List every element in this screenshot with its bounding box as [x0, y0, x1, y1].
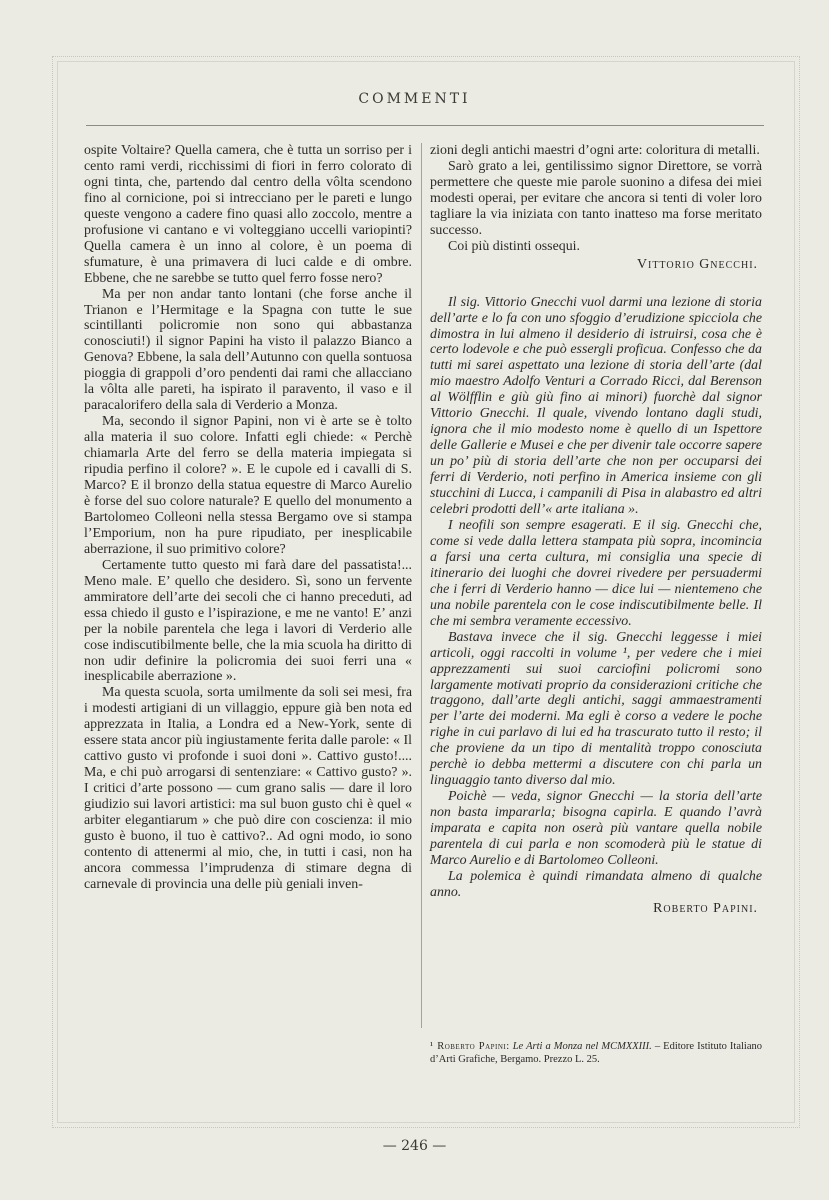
signature-gnecchi: Vittorio Gnecchi. [636, 256, 758, 272]
paragraph: zioni degli antichi maestri d’ogni arte: coloritura di metalli. [430, 143, 760, 158]
header-rule [86, 125, 764, 126]
paragraph: Certamente tutto questo mi farà dare del passatista!... Meno male. E’ quello che desidero. Sì, sono un fervente ammiratore dell’arte dei secoli che ci hanno preceduti, ad essa chiedo il gusto e l’ispirazione, e me ne vanto! E’ anzi per la nobile parentela che lega i lavori di Verderio alle cose indiscutibilmente belle, che la mia scuola ha diritto di non udir definire la policromia dei suoi ferri una « inesplicabile aberrazione ». [84, 557, 412, 685]
reply-paragraph: Poichè — veda, signor Gnecchi — la storia dell’arte non basta impararla; bisogna capirla. E quando l’avrà imparata e capita non oserà più vantare quella nobile parentela di cui parla e non scomoderà più le statue di Marco Aurelio e di Bartolomeo Colleoni. [430, 789, 762, 868]
left-column [84, 143, 412, 893]
footnote-title: Le Arti a Monza nel MCMXXIII. [512, 1041, 652, 1052]
editor-reply [430, 295, 762, 917]
paragraph: Ma, secondo il signor Papini, non vi è arte se è tolto alla materia il suo colore. Infatti egli chiede: « Perchè chiamarla Arte del ferro se della materia impiegata si ripudia perfino il colore? ». E le cupole ed i cavalli di S. Marco? E il bronzo della statua equestre di Marco Aurelio è forse del suo colore naturale? E quello del monumento a Bartolomeo Colleoni nella stessa Bergamo ove si stampa l’Emporium, non ha pure ripudiato, per inesplicabile aberrazione, il suo primitivo colore? [84, 414, 412, 557]
reply-paragraph: I neofili son sempre esagerati. E il sig. Gnecchi che, come si vede dalla lettera stampata più sopra, incomincia a farsi una certa cultura, mi consiglia una specie di itinerario dei luoghi che dovrei rivedere per persuadermi che i ferri di Verderio hanno — dice lui — nientemeno che una nobile parentela con le cose indiscutibilmente belle. Il che mi sembra veramente eccessivo. [430, 517, 762, 629]
paragraph: Sarò grato a lei, gentilissimo signor Direttore, se vorrà permettere che queste mie parole suonino a difesa dei miei modesti operai, per evitare che ancora si tenti di voler loro tagliare la via iniziata con tanto inatteso ma forse meritato successo. [430, 158, 762, 238]
footnote-author: ¹ Roberto Papini: [430, 1041, 510, 1052]
paragraph: Coi più distinti ossequi. [448, 238, 580, 254]
paragraph: ospite Voltaire? Quella camera, che è tutta un sorriso per i cento rami verdi, ricchissimi di fiori in ferro colorato di ogni tinta, che, partendo dal centro della vôlta scendono fino al cornicione, poi si intrecciano per le pareti e lungo queste vengono a cadere fino quasi allo zoccolo, mentre a profusione vi cantano e vi volteggiano uccelli variopinti? Quella camera è un inno al colore, è un poema di sfumature, è una primavera di luci calde e di ombre. Ebbene, che ne sarebbe se tutto quel ferro fosse nero? [84, 143, 412, 286]
page-number: — 246 — [382, 1138, 447, 1154]
column-divider [421, 143, 422, 1028]
footnote [430, 1041, 762, 1066]
paragraph: Ma questa scuola, sorta umilmente da soli sei mesi, fra i modesti artigiani di un villaggio, eppure già ben nota ed apprezzata in Italia, a Londra ed a New-York, sente di essere stata ancor più ingiustamente ferita dalle parole: « Il cattivo gusto vi profonde i suoi doni ». Cattivo gusto!.... Ma, e chi può arrogarsi di sentenziare: « Cattivo gusto? ». I critici d’arte possono — cum grano salis — dare il loro giudizio sui lavori artistici: ma sul buon gusto chi è quel « arbiter elegantiarum » che può dire con coscienza: il mio gusto è buono, il tuo è cattivo?.. Ad ogni modo, io sono contento di attenermi al mio, che, in tutti i casi, non ha ancora commessa l’imprudenza di stimare degna di carnevale di provincia una delle più geniali inven- [84, 685, 412, 892]
right-column [430, 143, 762, 917]
signature-papini: Roberto Papini. [653, 900, 758, 916]
reply-paragraph: Bastava invece che il sig. Gnecchi leggesse i miei articoli, oggi raccolti in volume ¹, per vedere che i miei apprezzamenti sui suoi carciofini policromi sono largamente motivati proprio da considerazioni critiche che traggono, dall’arte degli antichi, saggi ammaestramenti per l’arte dei moderni. Ma egli è corso a vedere le poche righe in cui parlavo di lui ed ha trascurato tutto il resto; il che proviene da un tipo di mentalità troppo conosciuta perchè io debba mettermi a discutere con chi parla un linguaggio tanto diverso dal mio. [430, 629, 762, 789]
running-head: COMMENTI [358, 91, 471, 107]
reply-paragraph: Il sig. Vittorio Gnecchi vuol darmi una lezione di storia dell’arte e lo fa con uno sfoggio d’erudizione spicciola che dimostra in lui almeno il desiderio di istruirsi, cosa che è certo lodevole e che può essergli proficua. Confesso che da tutti mi sarei aspettato una lezione di storia dell’arte (dal mio maestro Adolfo Venturi a Corrado Ricci, dal Berenson al Wölfflin e giù giù fino ai minori) fuorchè dal signor Vittorio Gnecchi. Il quale, vivendo lontano dagli studi, ignora che il mio modesto nome è quello di un Ispettore delle Gallerie e Musei e che per divenir tale occorre sapere un po’ più di storia dell’arte che non per occuparsi dei ferri di Verderio, noti perfino in America insieme con gli stucchini di Lucca, i campanili di Pisa in alabastro ed altri celebri prodotti dell’« arte italiana ». [430, 294, 762, 518]
footnote-rest: – Editore Istituto Italiano d’Arti Grafiche, Bergamo. Prezzo L. 25. [430, 1041, 763, 1065]
paragraph: Ma per non andar tanto lontani (che forse anche il Trianon e l’Hermitage e la Spagna con tutte le sue scintillanti policromie non sono qui abbastanza conosciuti!) il signor Papini ha visto il palazzo Bianco a Genova? Ebbene, la sala dell’Autunno con quella sontuosa pioggia di grappoli d’oro pendenti dai rami che allacciano la vôlta alle pareti, ha ispirato il paravento, il vaso e il paracalorifero della sala di Verderio a Monza. [84, 286, 412, 414]
reply-paragraph: La polemica è quindi rimandata almeno di qualche anno. [430, 868, 762, 900]
